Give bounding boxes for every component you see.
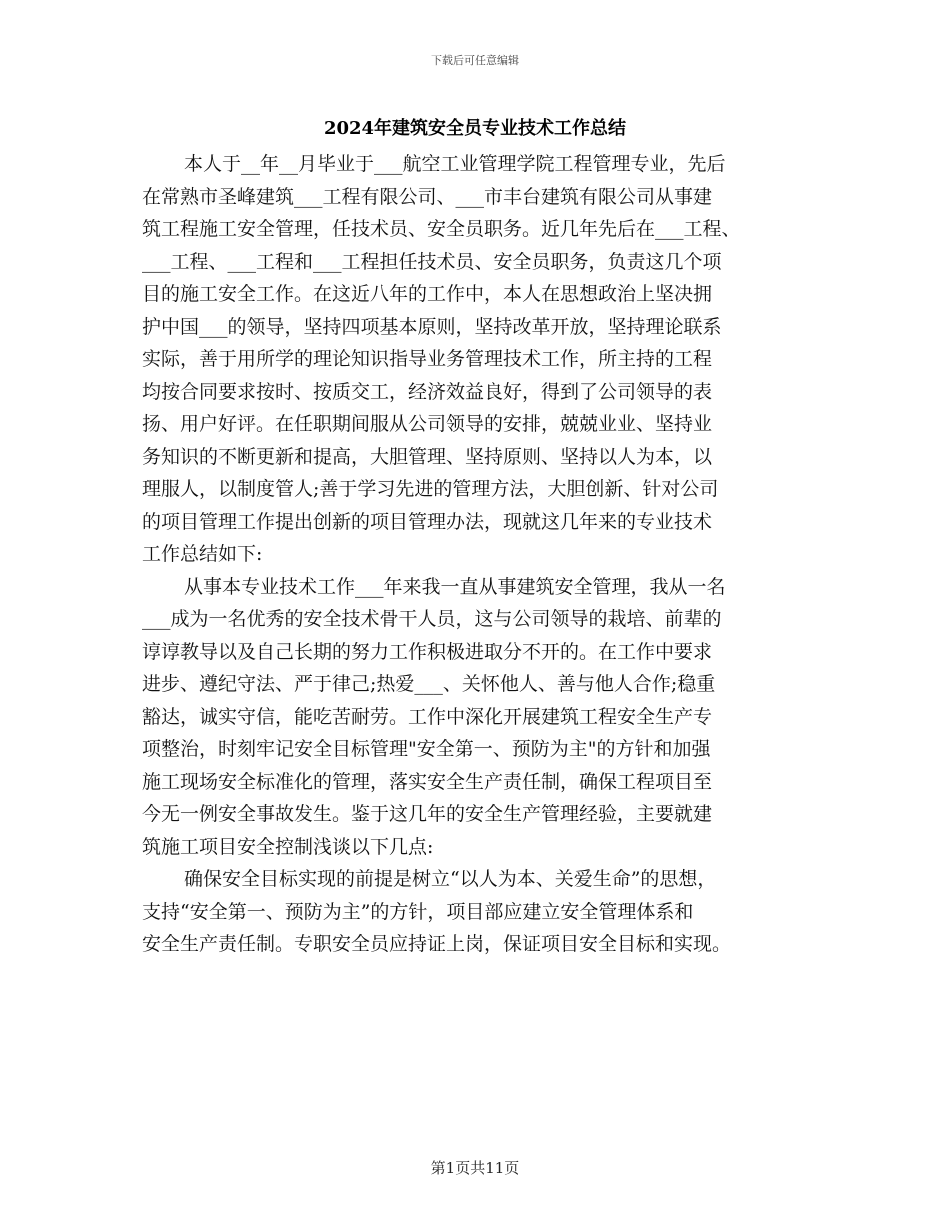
paragraph-line: 筑工程施工安全管理，任技术员、安全员职务。近几年先后在___工程、	[142, 218, 741, 240]
header-note: 下载后可任意编辑	[431, 54, 519, 67]
paragraph-line: 均按合同要求按时、按质交工，经济效益良好，得到了公司领导的表	[142, 380, 713, 403]
paragraph-line: 支持“安全第一、预防为主”的方针，项目部应建立安全管理体系和	[142, 900, 694, 923]
document-title: 2024年建筑安全员专业技术工作总结	[323, 118, 627, 139]
paragraph-line: 安全生产责任制。专职安全员应持证上岗，保证项目安全目标和实现。	[142, 933, 732, 955]
paragraph-line: 豁达，诚实守信，能吃苦耐劳。工作中深化开展建筑工程安全生产专	[142, 705, 713, 728]
paragraph-line: 务知识的不断更新和提高，大胆管理、坚持原则、坚持以人为本，以	[142, 445, 713, 468]
paragraph-line: 的项目管理工作提出创新的项目管理办法，现就这几年来的专业技术	[142, 510, 713, 533]
paragraph-line: 项整治，时刻牢记安全目标管理"安全第一、预防为主"的方针和加强	[142, 738, 711, 760]
paragraph-line: 目的施工安全工作。在这近八年的工作中，本人在思想政治上坚决拥	[142, 283, 713, 305]
paragraph-line: 本人于__年__月毕业于___航空工业管理学院工程管理专业，先后	[184, 153, 726, 175]
paragraph-line: 谆谆教导以及自己长期的努力工作积极进取分不开的。在工作中要求	[142, 640, 713, 663]
paragraph-line: ___成为一名优秀的安全技术骨干人员，这与公司领导的栽培、前辈的	[142, 608, 722, 630]
paragraph-line: 施工现场安全标准化的管理，落实安全生产责任制，确保工程项目至	[142, 770, 713, 793]
paragraph-line: 今无一例安全事故发生。鉴于这几年的安全生产管理经验，主要就建	[142, 803, 713, 825]
paragraph-line: 进步、遵纪守法、严于律己;热爱___、关怀他人、善与他人合作;稳重	[142, 673, 716, 695]
paragraph-line: 在常熟市圣峰建筑___工程有限公司、___市丰台建筑有限公司从事建	[142, 185, 713, 208]
paragraph-line: 从事本专业技术工作___年来我一直从事建筑安全管理，我从一名	[184, 575, 726, 598]
paragraph-line: 扬、用户好评。在任职期间服从公司领导的安排，兢兢业业、坚持业	[142, 413, 713, 435]
paragraph-line: 工作总结如下:	[142, 543, 263, 565]
paragraph-line: 筑施工项目安全控制浅谈以下几点:	[142, 835, 434, 858]
paragraph-line: 理服人，以制度管人;善于学习先进的管理方法，大胆创新、针对公司	[142, 478, 719, 500]
page-number-footer: 第1页共11页	[430, 1159, 520, 1177]
paragraph-line: 护中国___的领导，坚持四项基本原则，坚持改革开放，坚持理论联系	[142, 315, 722, 338]
document-body	[142, 148, 810, 961]
paragraph-line: 实际，善于用所学的理论知识指导业务管理技术工作，所主持的工程	[142, 348, 713, 370]
paragraph-line: ___工程、___工程和___工程担任技术员、安全员职务，负责这几个项	[142, 250, 722, 273]
paragraph-line: 确保安全目标实现的前提是树立“以人为本、关爱生命”的思想，	[184, 868, 717, 890]
